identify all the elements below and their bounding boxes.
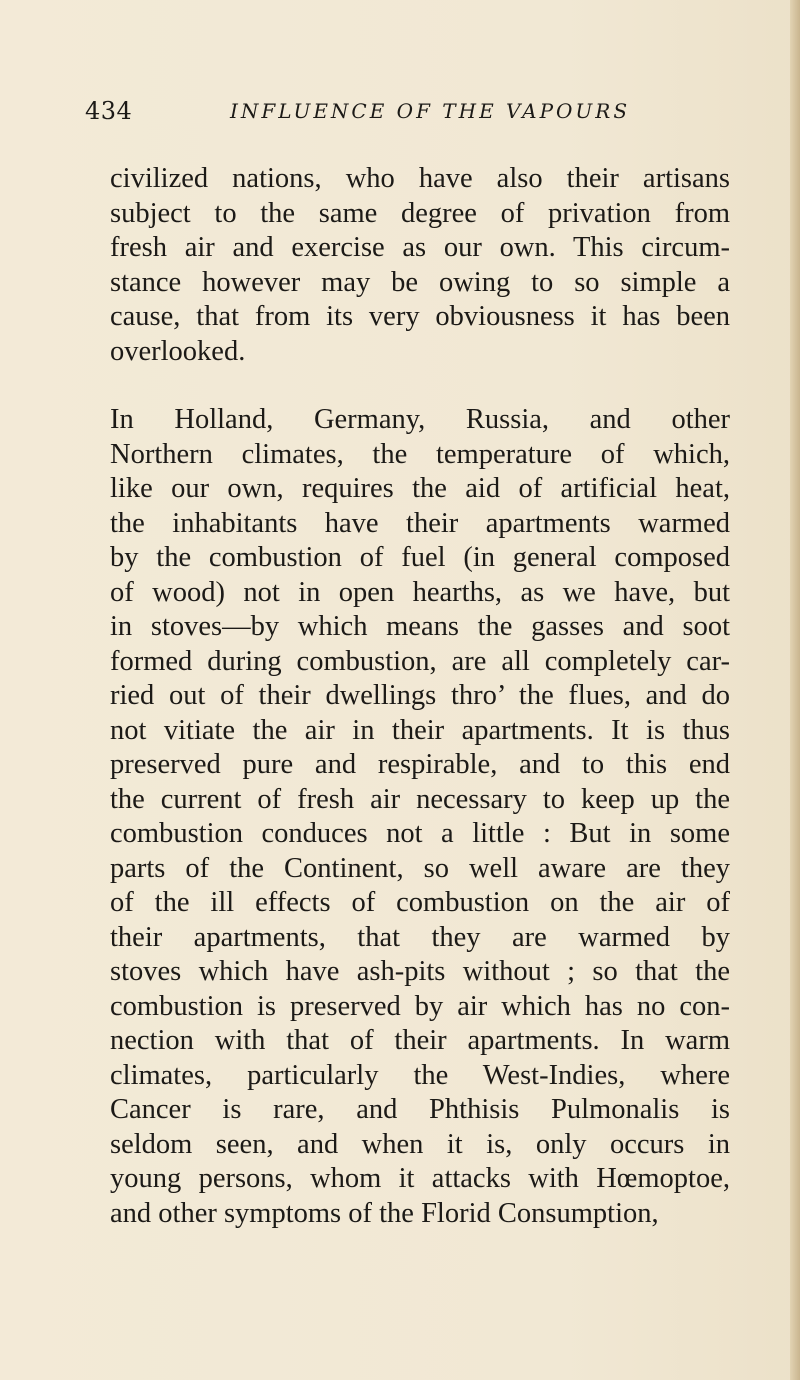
text-line: subject to the same degree of privation from	[110, 197, 730, 229]
text-line: the current of fresh air necessary to keep up the	[110, 783, 730, 815]
text-line: of wood) not in open hearths, as we have, but	[110, 576, 730, 608]
text-line: climates, particularly the West-Indies, where	[110, 1059, 730, 1091]
text-line: like our own, requires the aid of artificial heat,	[110, 473, 730, 504]
page-edge	[790, 0, 800, 1380]
text-line: by the combustion of fuel (in general composed	[110, 542, 730, 573]
text-line: combustion conduces not a little : But in some	[110, 818, 730, 849]
text-line: stoves which have ash-pits without ; so that the	[110, 956, 730, 987]
text-line: overlooked.	[110, 335, 246, 367]
text-line: nection with that of their apartments. In warm	[110, 1025, 730, 1056]
text-line: Cancer is rare, and Phthisis Pulmonalis is	[110, 1094, 730, 1125]
text-line: cause, that from its very obviousness it has been	[110, 301, 730, 332]
text-line: preserved pure and respirable, and to this end	[110, 749, 730, 780]
text-line: of the ill effects of combustion on the air of	[110, 887, 730, 918]
paragraph-1	[110, 162, 730, 369]
text-line: and other symptoms of the Florid Consumption,	[110, 1197, 659, 1229]
text-line: not vitiate the air in their apartments. It is thus	[110, 714, 730, 746]
text-line: young persons, whom it attacks with Hœmoptoe,	[110, 1163, 730, 1194]
text-line: combustion is preserved by air which has no con-	[110, 990, 730, 1022]
text-line: seldom seen, and when it is, only occurs in	[110, 1128, 730, 1160]
body-text	[110, 162, 730, 1231]
text-line: formed during combustion, are all completely car-	[110, 645, 730, 677]
text-line: Northern climates, the temperature of which,	[110, 438, 730, 470]
text-line: their apartments, that they are warmed by	[110, 921, 730, 953]
text-line: civilized nations, who have also their artisans	[110, 163, 730, 194]
page-header	[85, 95, 725, 131]
text-line: parts of the Continent, so well aware are they	[110, 852, 730, 884]
text-line: stance however may be owing to so simple a	[110, 266, 730, 298]
text-line: ried out of their dwellings thro’ the flues, and do	[110, 680, 730, 711]
text-line: in stoves—by which means the gasses and soot	[110, 611, 730, 642]
text-line: In Holland, Germany, Russia, and other	[110, 404, 730, 435]
text-line: fresh air and exercise as our own. This circum-	[110, 232, 730, 263]
page-number: 434	[85, 97, 133, 125]
running-head: INFLUENCE OF THE VAPOURS	[230, 99, 631, 123]
text-line: the inhabitants have their apartments warmed	[110, 507, 730, 539]
paragraph-2	[110, 403, 730, 1231]
